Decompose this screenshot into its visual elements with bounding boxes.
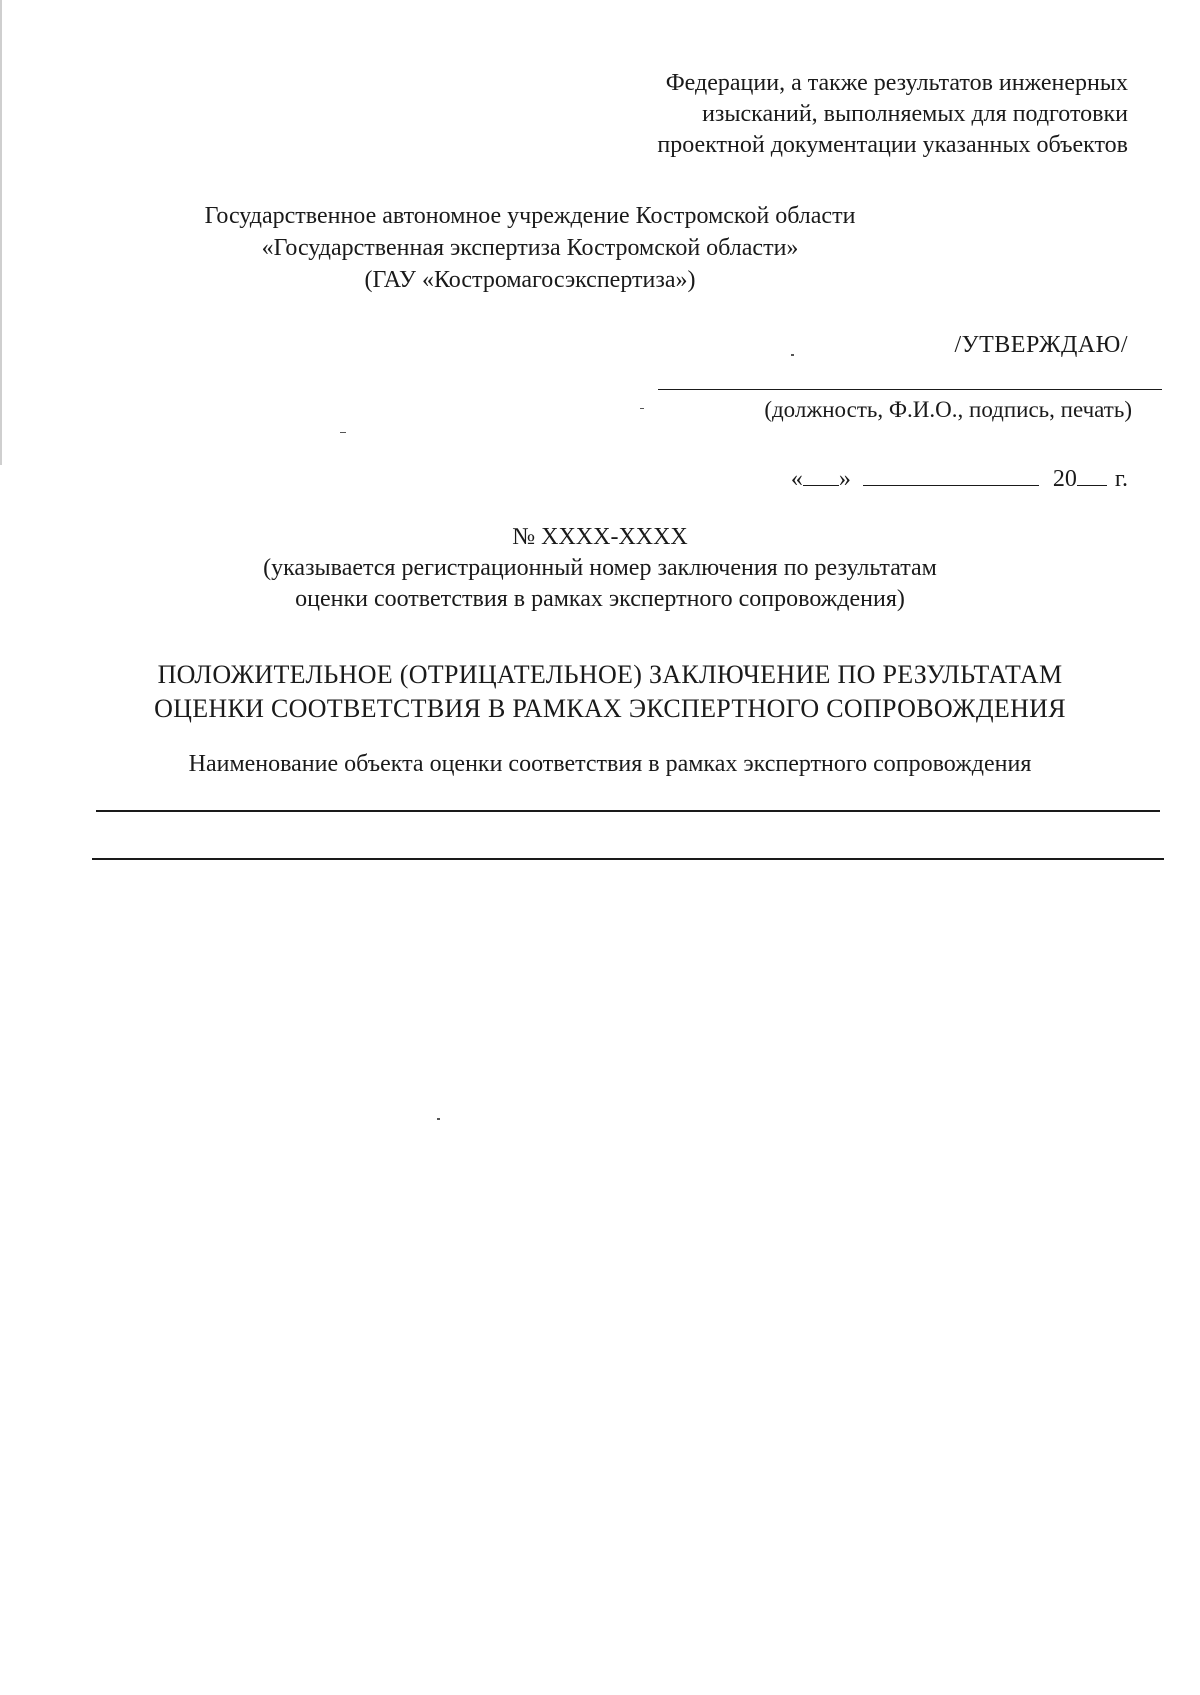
organization-name: Государственное автономное учреждение Костромской области [204, 203, 856, 229]
approval-label: /УТВЕРЖДАЮ/ [954, 332, 1128, 358]
day-blank [803, 463, 839, 486]
signature-line [658, 389, 1162, 390]
scan-speck [791, 354, 794, 356]
registration-note: оценки соответствия в рамках экспертного сопровождения) [295, 586, 905, 612]
signature-caption: (должность, Ф.И.О., подпись, печать) [764, 397, 1132, 422]
organization-short-name: (ГАУ «Костромагосэкспертиза») [364, 267, 696, 293]
registration-number: № XXXX-XXXX [512, 524, 688, 550]
month-blank [863, 463, 1039, 486]
year-prefix: 20 [1052, 466, 1077, 492]
date-row [791, 463, 1128, 493]
date-close-quote: » [838, 466, 851, 492]
conclusion-title-line: ПОЛОЖИТЕЛЬНОЕ (ОТРИЦАТЕЛЬНОЕ) ЗАКЛЮЧЕНИЕ ПО РЕЗУЛЬТАТАМ [157, 660, 1063, 689]
header-line: проектной документации указанных объектов [657, 132, 1128, 158]
object-name-fill-line [92, 858, 1164, 860]
organization-full-name: «Государственная экспертиза Костромской области» [261, 235, 799, 261]
scan-speck [437, 1118, 440, 1120]
registration-block [150, 522, 1050, 615]
year-suffix: г. [1114, 466, 1128, 492]
year-blank [1077, 463, 1107, 486]
organization-block [200, 200, 860, 296]
conclusion-title-line: ОЦЕНКИ СООТВЕТСТВИЯ В РАМКАХ ЭКСПЕРТНОГО СОПРОВОЖДЕНИЯ [154, 694, 1066, 723]
object-name-label: Наименование объекта оценки соответствия в рамках экспертного сопровождения [188, 751, 1032, 777]
header-line: Федерации, а также результатов инженерных [665, 70, 1128, 96]
scan-speck [640, 408, 644, 409]
conclusion-title [80, 658, 1140, 726]
registration-note: (указывается регистрационный номер заключения по результатам [263, 555, 937, 581]
header-line: изысканий, выполняемых для подготовки [702, 101, 1128, 127]
header-continuation [488, 68, 1128, 161]
date-open-quote: « [790, 466, 803, 492]
scan-edge [0, 0, 2, 465]
scan-speck [340, 432, 346, 433]
object-name-fill-line [96, 810, 1160, 812]
